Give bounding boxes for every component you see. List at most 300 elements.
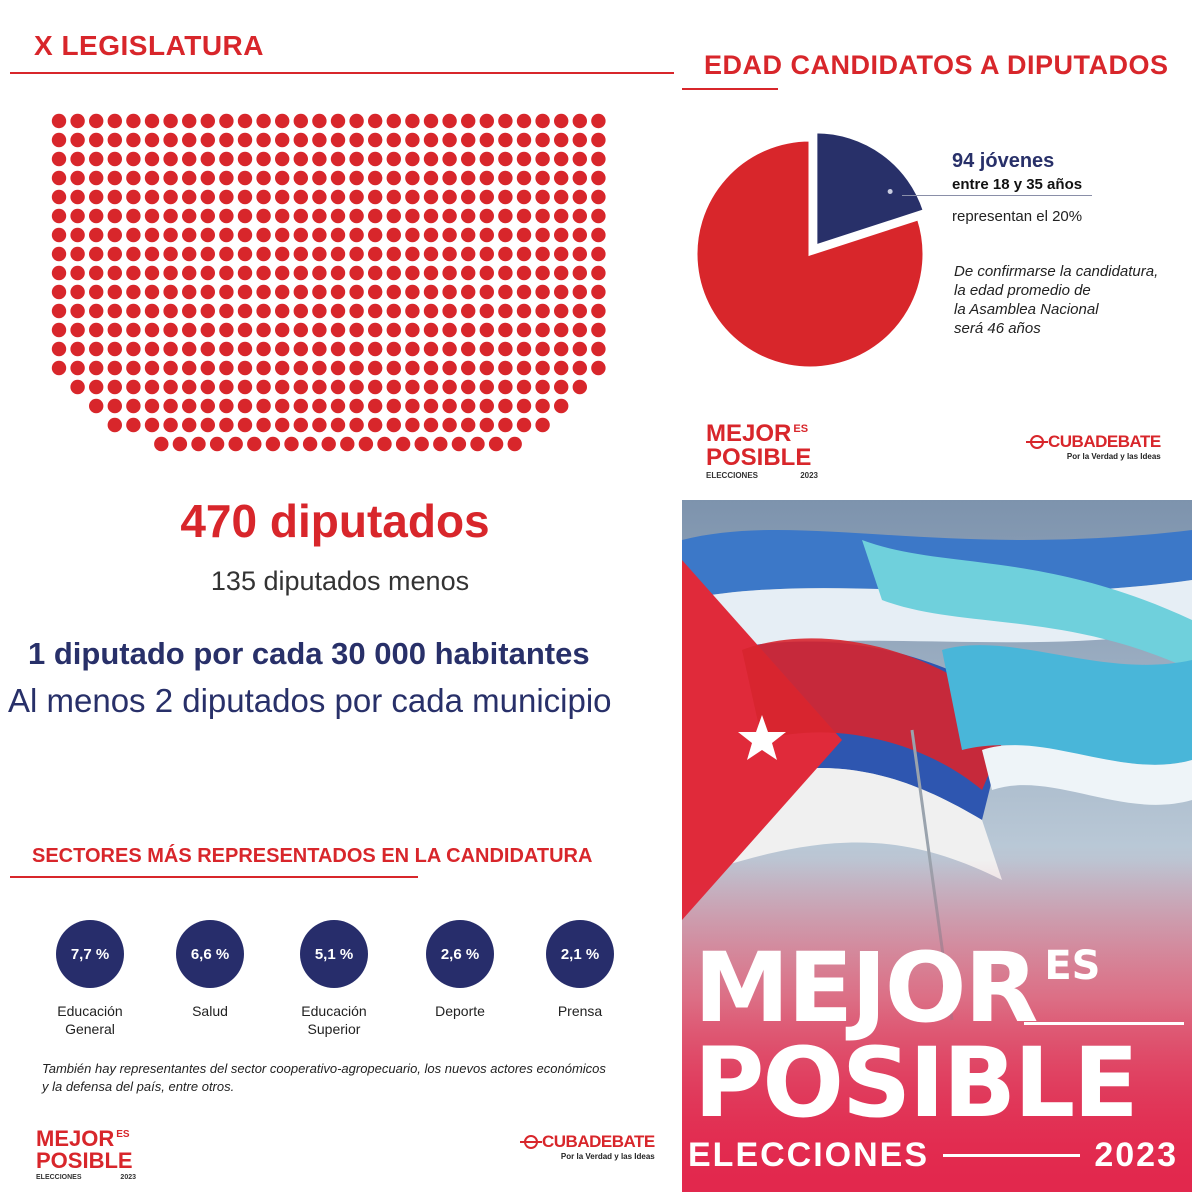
seat-dot (201, 228, 215, 242)
seat-dot (331, 418, 345, 432)
seat-dot (108, 342, 122, 356)
seat-dot (461, 342, 475, 356)
seat-dot (442, 418, 456, 432)
seat-dot (238, 380, 252, 394)
seat-dot (182, 114, 196, 128)
seat-dot (182, 342, 196, 356)
seat-dot (461, 323, 475, 337)
seat-dot (163, 190, 177, 204)
seat-dot (126, 152, 140, 166)
seat-dot (517, 399, 531, 413)
seat-dot (424, 114, 438, 128)
seat-dot (108, 247, 122, 261)
seat-dot (461, 380, 475, 394)
seat-dot (591, 152, 605, 166)
seat-dot (331, 266, 345, 280)
seat-dot (554, 285, 568, 299)
seat-dot (108, 380, 122, 394)
seat-dot (517, 304, 531, 318)
seat-dot (163, 418, 177, 432)
seat-dot (89, 266, 103, 280)
seat-dot (535, 266, 549, 280)
seat-dot (108, 209, 122, 223)
seat-dot (70, 114, 84, 128)
sector-percentage: 7,7 % (56, 920, 124, 988)
seat-dot (238, 399, 252, 413)
seat-dot (424, 152, 438, 166)
seat-dot (163, 152, 177, 166)
seat-dot (591, 285, 605, 299)
seat-dot (89, 171, 103, 185)
seat-dot (331, 304, 345, 318)
poster-es-rule (1024, 1022, 1184, 1025)
seat-dot (108, 399, 122, 413)
deputies-ratio: 1 diputado por cada 30 000 habitantes (28, 636, 590, 671)
seat-dot (480, 399, 494, 413)
seat-dot (442, 209, 456, 223)
seat-dot (201, 209, 215, 223)
age-note (954, 262, 1158, 338)
seat-dot (461, 266, 475, 280)
seat-dot (405, 304, 419, 318)
seat-dot (480, 266, 494, 280)
seat-dot (108, 418, 122, 432)
seat-dot (145, 228, 159, 242)
seat-dot (52, 228, 66, 242)
seat-dot (126, 323, 140, 337)
seat-dot (368, 114, 382, 128)
seat-dot (52, 247, 66, 261)
seat-dot (387, 171, 401, 185)
seat-dot (52, 152, 66, 166)
age-note-line: la Asamblea Nacional (954, 301, 1099, 318)
poster-footer (688, 1136, 1178, 1175)
seat-dot (70, 209, 84, 223)
seat-dot (145, 342, 159, 356)
seat-dot (349, 114, 363, 128)
seat-dot (498, 304, 512, 318)
seat-dot (238, 152, 252, 166)
seat-dot (126, 228, 140, 242)
seat-dot (256, 399, 270, 413)
seat-dot (517, 266, 531, 280)
seat-dot (145, 304, 159, 318)
seat-dot (396, 437, 410, 451)
seat-dot (591, 190, 605, 204)
seat-dot (163, 228, 177, 242)
seat-dot (89, 323, 103, 337)
seat-dot (415, 437, 429, 451)
seat-dot (591, 114, 605, 128)
age-note-line: será 46 años (954, 320, 1041, 337)
seat-dot (368, 399, 382, 413)
seat-dot (275, 285, 289, 299)
seat-dot (535, 133, 549, 147)
seat-dot (266, 437, 280, 451)
seat-dot (480, 361, 494, 375)
seat-dot (247, 437, 261, 451)
seat-dot (489, 437, 503, 451)
seat-dot (182, 171, 196, 185)
deputies-count: 470 diputados (180, 495, 490, 547)
seat-dot (405, 418, 419, 432)
youth-count: 94 jóvenes (952, 150, 1055, 172)
seat-dot (312, 342, 326, 356)
seat-dot (349, 228, 363, 242)
deputies-reduction: 135 diputados menos (210, 566, 470, 596)
seat-dot (201, 361, 215, 375)
seat-dot (387, 342, 401, 356)
seat-dot (405, 190, 419, 204)
sector-salud: 6,6 % Salud (155, 920, 265, 1020)
seat-dot (182, 209, 196, 223)
seat-dot (480, 323, 494, 337)
seat-dot (238, 190, 252, 204)
seat-dot (52, 209, 66, 223)
seat-dot (424, 228, 438, 242)
seat-dot (219, 171, 233, 185)
seat-dot (312, 114, 326, 128)
seat-dot (70, 228, 84, 242)
seat-dot (591, 228, 605, 242)
seat-dot (275, 152, 289, 166)
seat-dot (331, 228, 345, 242)
seat-dot (275, 323, 289, 337)
seat-dot (498, 209, 512, 223)
seat-dot (387, 247, 401, 261)
seat-dot (573, 304, 587, 318)
seat-dot (349, 323, 363, 337)
seat-dot (182, 190, 196, 204)
seat-dot (535, 418, 549, 432)
seat-dot (145, 266, 159, 280)
seat-dot (498, 152, 512, 166)
seat-dot (368, 152, 382, 166)
seat-dot (461, 228, 475, 242)
seat-dot (89, 114, 103, 128)
seat-dot (442, 266, 456, 280)
seat-dot (256, 323, 270, 337)
seat-dot (433, 437, 447, 451)
seat-dot (424, 266, 438, 280)
seat-dot (275, 266, 289, 280)
seat-dot (573, 152, 587, 166)
seat-dot (238, 171, 252, 185)
seat-dot (535, 152, 549, 166)
seat-dot (108, 361, 122, 375)
seat-dot (498, 133, 512, 147)
seat-dot (424, 418, 438, 432)
cubadebate-logo: CUBADEBATE Por la Verdad y las Ideas (1030, 432, 1161, 461)
seat-dot (312, 399, 326, 413)
cubadebate-icon (524, 1135, 538, 1149)
sector-educacion-superior: 5,1 % Educación Superior (279, 920, 389, 1038)
seat-dot (498, 285, 512, 299)
seat-dot (424, 190, 438, 204)
seat-dot (498, 114, 512, 128)
seat-dot (312, 285, 326, 299)
seat-dot (480, 285, 494, 299)
seat-dot (554, 304, 568, 318)
seat-dot (294, 342, 308, 356)
seat-dot (535, 399, 549, 413)
seat-dot (517, 133, 531, 147)
seat-dot (554, 133, 568, 147)
seat-dot (554, 228, 568, 242)
seat-dot (535, 247, 549, 261)
seat-dot (219, 323, 233, 337)
seat-dot (108, 266, 122, 280)
seat-dot (498, 266, 512, 280)
seat-dot (535, 380, 549, 394)
seat-dot (182, 152, 196, 166)
seat-dot (126, 285, 140, 299)
seat-dot (163, 114, 177, 128)
age-note-line: la edad promedio de (954, 282, 1091, 299)
seat-dot (294, 380, 308, 394)
seat-dot (461, 114, 475, 128)
seat-dot (89, 285, 103, 299)
seat-dot (349, 399, 363, 413)
seat-dot (145, 285, 159, 299)
seat-dot (312, 361, 326, 375)
seat-dot (591, 361, 605, 375)
seat-dot (256, 152, 270, 166)
seat-dot (554, 171, 568, 185)
seat-dot (201, 190, 215, 204)
seat-dot (470, 437, 484, 451)
seat-dot (591, 342, 605, 356)
seat-dot (312, 171, 326, 185)
seat-dot (405, 380, 419, 394)
seat-dot (89, 342, 103, 356)
seat-dot (238, 266, 252, 280)
seat-dot (145, 380, 159, 394)
seat-dot (368, 361, 382, 375)
cubadebate-icon (1030, 435, 1044, 449)
seat-dot (294, 114, 308, 128)
seat-dot (405, 114, 419, 128)
deputies-minimum: Al menos 2 diputados por cada municipio (8, 682, 612, 719)
seat-dot (256, 114, 270, 128)
pie-leader-dot (888, 189, 893, 194)
seat-dot (70, 361, 84, 375)
seat-dot (145, 418, 159, 432)
seat-dot (70, 171, 84, 185)
parliament-seat-chart (50, 112, 610, 472)
seat-dot (312, 323, 326, 337)
seat-dot (424, 380, 438, 394)
seat-dot (573, 247, 587, 261)
seat-dot (498, 418, 512, 432)
seat-dot (238, 247, 252, 261)
seat-dot (340, 437, 354, 451)
seat-dot (349, 266, 363, 280)
seat-dot (480, 380, 494, 394)
seat-dot (535, 228, 549, 242)
seat-dot (284, 437, 298, 451)
seat-dot (387, 228, 401, 242)
edad-title-rule (682, 88, 778, 90)
seat-dot (126, 418, 140, 432)
seat-dot (163, 247, 177, 261)
seat-dot (498, 361, 512, 375)
seat-dot (331, 209, 345, 223)
seat-dot (331, 323, 345, 337)
seat-dot (182, 247, 196, 261)
seat-dot (182, 380, 196, 394)
seat-dot (145, 399, 159, 413)
seat-dot (275, 133, 289, 147)
seat-dot (517, 380, 531, 394)
seat-dot (349, 380, 363, 394)
seat-dot (294, 228, 308, 242)
seat-dot (219, 380, 233, 394)
seat-dot (405, 171, 419, 185)
poster-mejor: MEJOR (694, 932, 1037, 1044)
seat-dot (573, 171, 587, 185)
seat-dot (275, 228, 289, 242)
seat-dot (442, 190, 456, 204)
seat-dot (517, 418, 531, 432)
seat-dot (331, 171, 345, 185)
seat-dot (294, 247, 308, 261)
seat-dot (368, 380, 382, 394)
seat-dot (535, 209, 549, 223)
seat-dot (377, 437, 391, 451)
seat-dot (294, 209, 308, 223)
seat-dot (331, 399, 345, 413)
seat-dot (294, 152, 308, 166)
seat-dot (145, 171, 159, 185)
seat-dot (517, 323, 531, 337)
seat-dot (201, 380, 215, 394)
seat-dot (517, 228, 531, 242)
seat-dot (145, 152, 159, 166)
seat-dot (349, 152, 363, 166)
seat-dot (256, 304, 270, 318)
seat-dot (201, 152, 215, 166)
seat-dot (126, 114, 140, 128)
seat-dot (554, 399, 568, 413)
seat-dot (312, 266, 326, 280)
seat-dot (480, 133, 494, 147)
seat-dot (219, 247, 233, 261)
seat-dot (219, 399, 233, 413)
seat-dot (163, 285, 177, 299)
sectores-title: SECTORES MÁS REPRESENTADOS EN LA CANDIDATURA (32, 845, 593, 867)
seat-dot (442, 133, 456, 147)
seat-dot (591, 209, 605, 223)
seat-dot (70, 304, 84, 318)
seat-dot (256, 418, 270, 432)
seat-dot (442, 171, 456, 185)
seat-dot (442, 342, 456, 356)
seat-dot (573, 285, 587, 299)
seat-dot (442, 323, 456, 337)
seat-dot (108, 133, 122, 147)
seat-dot (349, 171, 363, 185)
seat-dot (387, 114, 401, 128)
seat-dot (163, 133, 177, 147)
seat-dot (108, 228, 122, 242)
seat-dot (387, 190, 401, 204)
seat-dot (349, 209, 363, 223)
seat-dot (294, 266, 308, 280)
seat-dot (108, 304, 122, 318)
seat-dot (256, 190, 270, 204)
seat-dot (405, 152, 419, 166)
seat-dot (219, 190, 233, 204)
seat-dot (498, 228, 512, 242)
seat-dot (424, 304, 438, 318)
seat-dot (182, 133, 196, 147)
seat-dot (89, 190, 103, 204)
sector-percentage: 2,1 % (546, 920, 614, 988)
seat-dot (238, 228, 252, 242)
seat-dot (182, 285, 196, 299)
poster-title (694, 932, 1184, 1139)
seat-dot (182, 399, 196, 413)
seat-dot (442, 304, 456, 318)
seat-dot (238, 361, 252, 375)
seat-dot (461, 418, 475, 432)
seat-dot (52, 361, 66, 375)
seat-dot (368, 171, 382, 185)
seat-dot (461, 171, 475, 185)
seat-dot (219, 266, 233, 280)
seat-dot (201, 304, 215, 318)
seat-dot (89, 152, 103, 166)
seat-dot (331, 285, 345, 299)
seat-dot (312, 247, 326, 261)
seat-dot (163, 171, 177, 185)
seat-dot (108, 114, 122, 128)
seat-dot (163, 209, 177, 223)
seat-dot (359, 437, 373, 451)
seat-dot (219, 152, 233, 166)
seat-dot (219, 285, 233, 299)
seat-dot (145, 209, 159, 223)
poster-footer-rule (943, 1154, 1080, 1157)
seat-dot (126, 247, 140, 261)
seat-dot (70, 190, 84, 204)
sectores-title-rule (10, 876, 418, 878)
seat-dot (256, 285, 270, 299)
seat-dot (294, 190, 308, 204)
seat-dot (108, 152, 122, 166)
seat-dot (89, 228, 103, 242)
seat-dot (126, 342, 140, 356)
seat-dot (89, 133, 103, 147)
seat-dot (219, 361, 233, 375)
seat-dot (442, 399, 456, 413)
seat-dot (349, 247, 363, 261)
seat-dot (256, 342, 270, 356)
seat-dot (126, 133, 140, 147)
seat-dot (442, 380, 456, 394)
seat-dot (508, 437, 522, 451)
age-pie-chart (694, 128, 954, 378)
seat-dot (452, 437, 466, 451)
seat-dot (201, 266, 215, 280)
seat-dot (238, 342, 252, 356)
seat-dot (126, 399, 140, 413)
seat-dot (554, 266, 568, 280)
seat-dot (368, 209, 382, 223)
seat-dot (331, 133, 345, 147)
seat-dot (480, 247, 494, 261)
